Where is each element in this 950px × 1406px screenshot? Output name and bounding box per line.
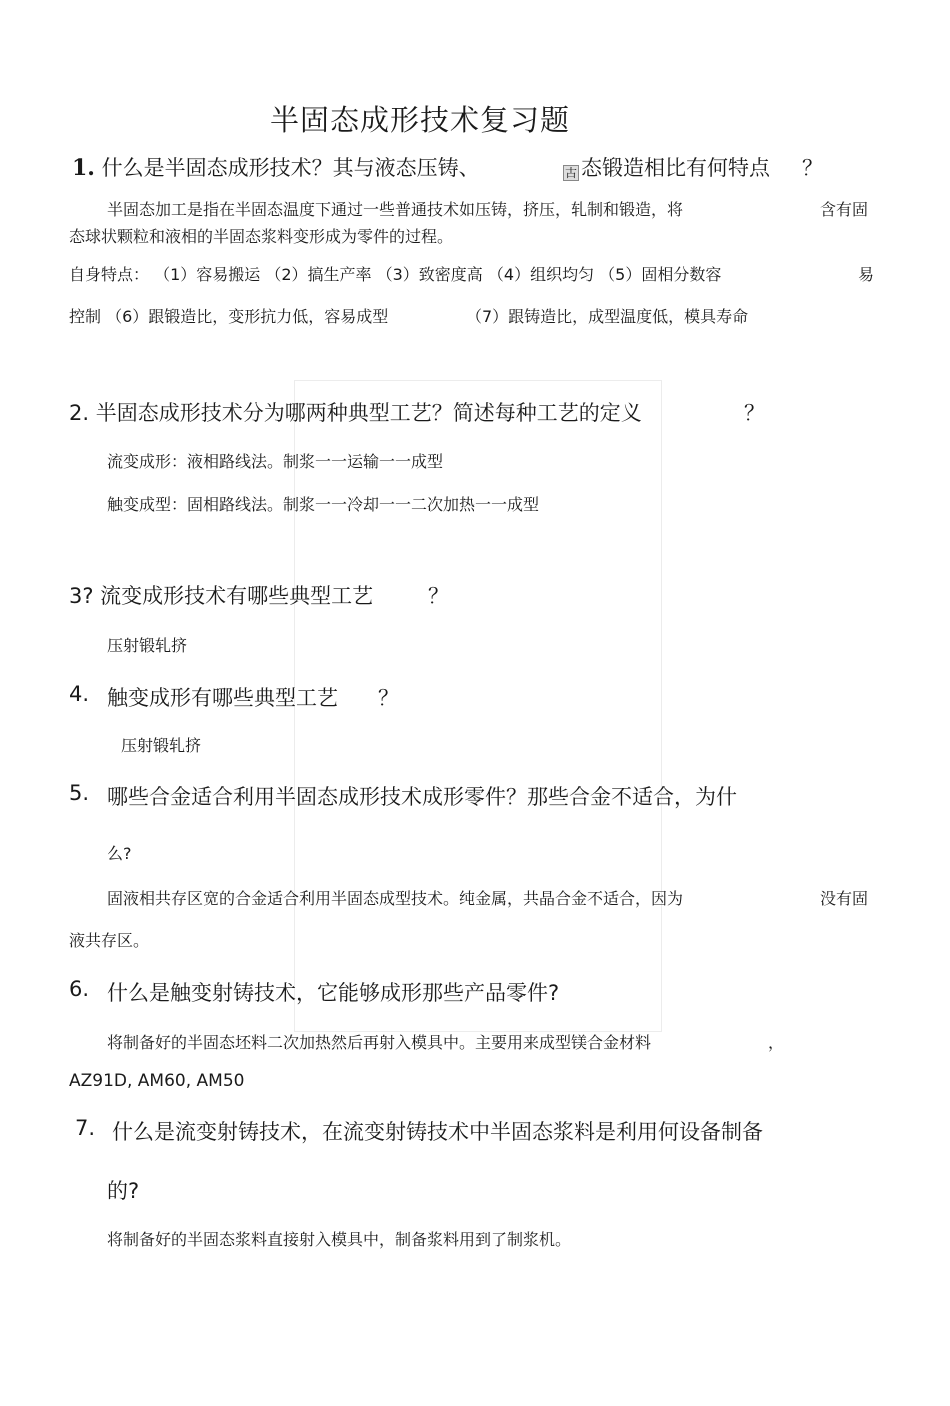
- question-1-number: 1.: [72, 155, 95, 181]
- answer-6-comma: ，: [768, 1033, 785, 1052]
- question-2-qmark: ？: [744, 401, 765, 425]
- answer-2-line2: 触变成型：固相路线法。制浆一一冷却一一二次加热一一成型: [107, 495, 540, 514]
- features-line2-a: 控制 （6）跟锻造比，变形抗力低，容易成型: [69, 307, 389, 326]
- question-5-cont: 么?: [107, 844, 132, 863]
- question-2: 2. 半固态成形技术分为哪两种典型工艺？简述每种工艺的定义: [69, 401, 642, 425]
- answer-1-line1-end: 含有固: [820, 200, 869, 219]
- answer-2-line1: 流变成形：液相路线法。制浆一一运输一一成型: [107, 452, 444, 471]
- answer-6-line1: 将制备好的半固态坯料二次加热然后再射入模具中。主要用来成型镁合金材料: [107, 1033, 652, 1052]
- question-3: 3? 流变成形技术有哪些典型工艺: [69, 584, 374, 608]
- broken-glyph-icon: 古: [564, 166, 577, 180]
- question-1-text-b: 态锻造相比有何特点: [581, 156, 770, 180]
- answer-6-line2: AZ91D, AM60, AM50: [69, 1071, 245, 1091]
- question-1: [72, 152, 480, 182]
- answer-5-line2: 液共存区。: [69, 931, 150, 950]
- question-1-cont: [561, 152, 770, 182]
- page-title: 半固态成形技术复习题: [270, 103, 571, 137]
- answer-5-line1-end: 没有固: [820, 889, 869, 908]
- question-1-text-a: 什么是半固态成形技术？其与液态压铸、: [101, 156, 480, 180]
- question-6: 什么是触变射铸技术，它能够成形那些产品零件?: [107, 981, 560, 1005]
- answer-7: 将制备好的半固态浆料直接射入模具中，制备浆料用到了制浆机。: [107, 1230, 572, 1249]
- answer-1-line1: 半固态加工是指在半固态温度下通过一些普通技术如压铸，挤压，轧制和锻造，将: [107, 200, 684, 219]
- question-4-number: 4.: [69, 682, 90, 706]
- question-5: 哪些合金适合利用半固态成形技术成形零件？那些合金不适合，为什: [107, 785, 737, 809]
- features-line1: 自身特点： （1）容易搬运 （2）搞生产率 （3）致密度高 （4）组织均匀 （5）固相分数容: [69, 265, 722, 284]
- question-4: 触变成形有哪些典型工艺: [107, 686, 338, 710]
- features-line2-b: （7）跟铸造比，成型温度低，模具寿命: [466, 307, 749, 326]
- question-4-qmark: ？: [378, 686, 399, 710]
- answer-1-line2: 态球状颗粒和液相的半固态浆料变形成为零件的过程。: [69, 227, 454, 246]
- question-5-number: 5.: [69, 781, 90, 805]
- features-line1-end: 易: [858, 265, 875, 284]
- answer-3: 压射锻轧挤: [107, 636, 188, 655]
- question-7: 什么是流变射铸技术，在流变射铸技术中半固态浆料是利用何设备制备: [112, 1120, 763, 1144]
- question-7-number: 7.: [75, 1116, 96, 1140]
- faint-frame: [294, 380, 662, 1032]
- question-1-qmark: ？: [802, 156, 823, 180]
- question-6-number: 6.: [69, 977, 90, 1001]
- question-3-qmark: ？: [428, 584, 449, 608]
- answer-4: 压射锻轧挤: [121, 736, 202, 755]
- answer-5-line1: 固液相共存区宽的合金适合利用半固态成型技术。纯金属，共晶合金不适合，因为: [107, 889, 684, 908]
- question-7-cont: 的?: [107, 1179, 140, 1203]
